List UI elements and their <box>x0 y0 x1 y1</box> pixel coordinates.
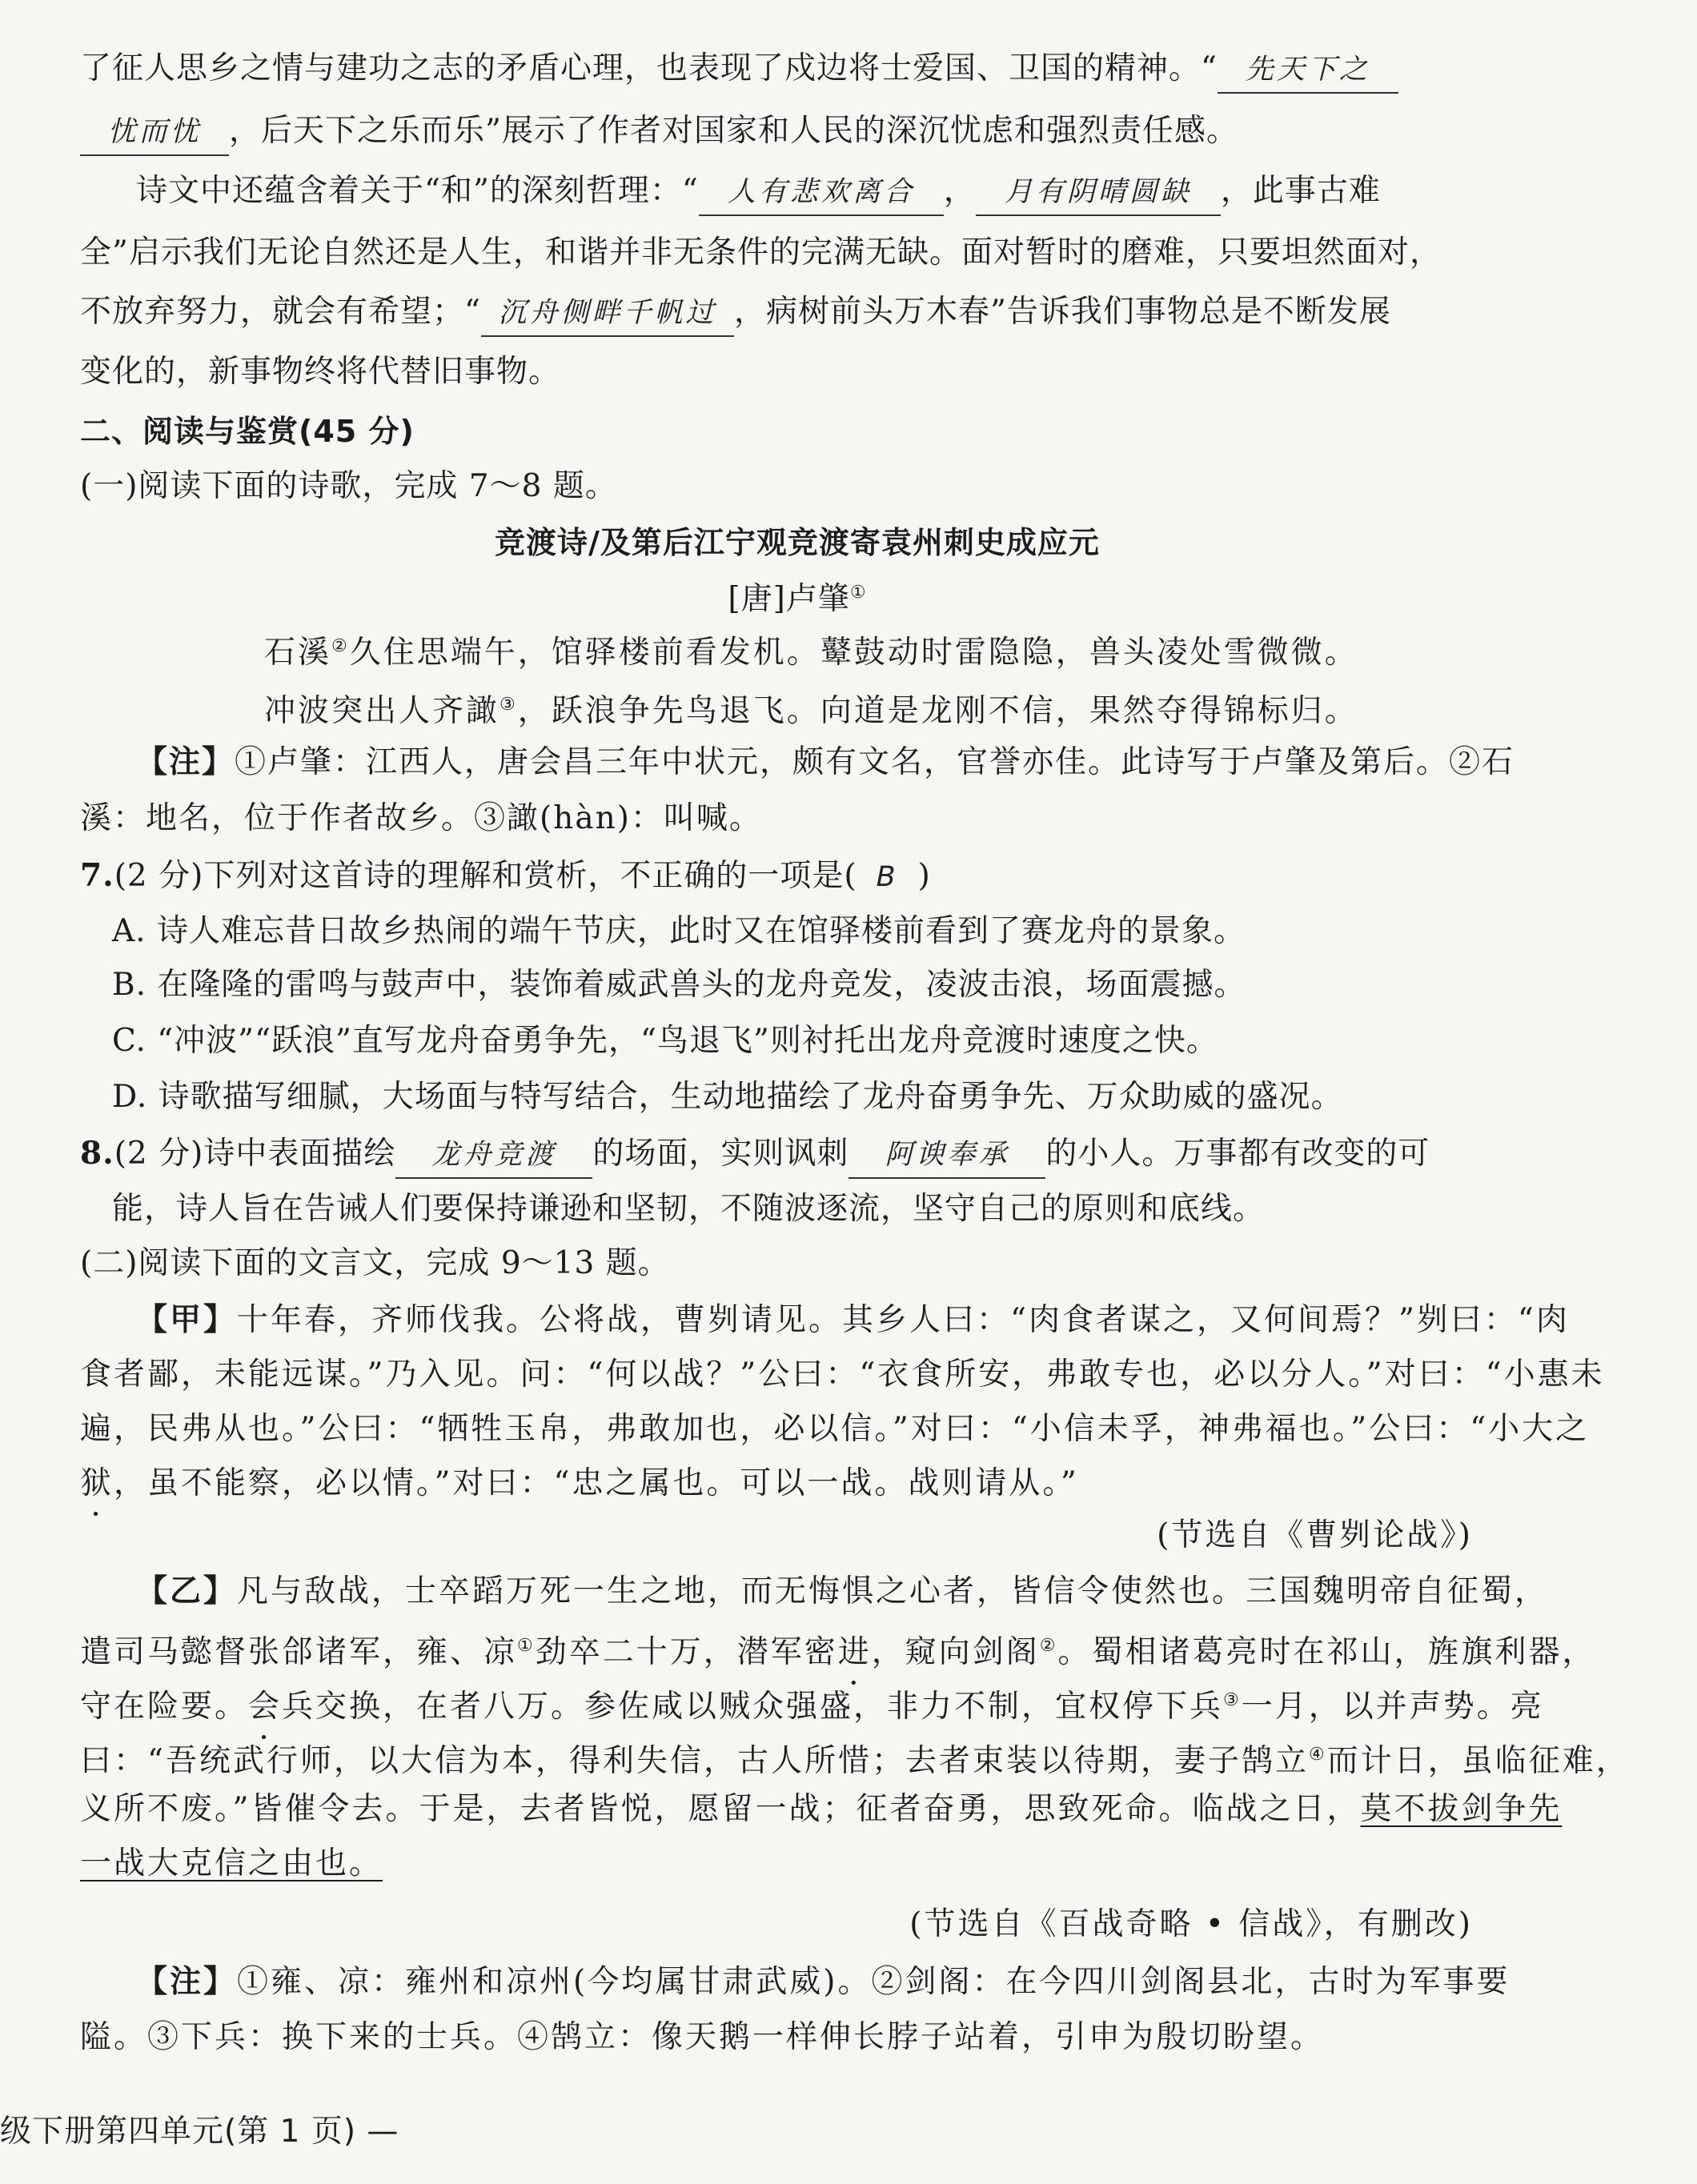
text-yi-line-2: 遣司马懿督张郃诸军，雍、凉①劲卒二十万，潜军密进，窥向剑阁②。蜀相诸葛亮时在祁山，旌旗利器， <box>80 1634 1596 1670</box>
question-8: 8.(2 分)诗中表面描绘 龙舟竞渡 的场面，实则讽刺 阿谀奉承 的小人。万事都有改变的可 <box>80 1131 1513 1179</box>
underlined-sentence: 莫不拔剑争先 <box>1360 1791 1563 1827</box>
intro-line-4: 全”启示我们无论自然还是人生，和谐并非无条件的完满无缺。面对暂时的磨难，只要坦然面对， <box>80 234 1442 270</box>
emphasis-dot: 狱 <box>80 1465 114 1501</box>
emphasis-dot: 会 <box>248 1689 283 1725</box>
text-yi-line-6 <box>80 1841 1513 1886</box>
subsection-heading-2: (二)阅读下面的文言文，完成 9～13 题。 <box>80 1245 670 1281</box>
poem-line-1: 石溪②久住思端午，馆驿楼前看发机。鼙鼓动时雷隐隐，兽头凌处雪微微。 <box>264 635 1358 671</box>
answer-blank: 人有悲欢离合 <box>699 170 944 216</box>
text-jia-line-3: 遍，民弗从也。”公曰：“牺牲玉帛，弗敢加也，必以信。”对曰：“小信未孚，神弗福也。”公曰：“小大之 <box>80 1411 1590 1447</box>
source-jia: (节选自《曹刿论战》) <box>1157 1517 1473 1553</box>
intro-line-2: 忧而忧 ，后天下之乐而乐”展示了作者对国家和人民的深沉忧虑和强烈责任感。 <box>80 109 1513 156</box>
poem-note-1: 【注】①卢肇：江西人，唐会昌三年中状元，颇有文名，官誉亦佳。此诗写于卢肇及第后。②石 <box>136 743 1515 780</box>
intro-line-1: 了征人思乡之情与建功之志的矛盾心理，也表现了戍边将士爱国、卫国的精神。“ 先天下之 <box>80 46 1513 94</box>
option-a: A. 诗人难忘昔日故乡热闹的端午节庆，此时又在馆驿楼前看到了赛龙舟的景象。 <box>112 913 1246 949</box>
subsection-heading: (一)阅读下面的诗歌，完成 7～8 题。 <box>80 468 617 504</box>
text-yi-line-4: 曰：“吾统武行师，以大信为本，得利失信，古人所惜；去者束装以待期，妻子鹄立④而计日，虽临征难， <box>80 1743 1630 1779</box>
answer-blank: 阿谀奉承 <box>848 1132 1045 1179</box>
answer-blank: 忧而忧 <box>80 110 229 156</box>
answer-blank: 龙舟竞渡 <box>395 1132 592 1179</box>
poem-title: 竞渡诗/及第后江宁观竞渡寄袁州刺史成应元 <box>495 525 1100 560</box>
text-jia-line-1: 【甲】十年春，齐师伐我。公将战，曹刿请见。其乡人曰：“肉食者谋之，又何间焉？”刿曰：“肉 <box>136 1301 1570 1338</box>
section-heading: 二、阅读与鉴赏(45 分) <box>80 414 415 449</box>
poem-author: [唐]卢肇① <box>728 581 867 617</box>
text-jia-line-2: 食者鄙，未能远谋。”乃入见。问：“何以战？”公曰：“衣食所安，弗敢专也，必以分人。”对曰：“小惠未 <box>80 1356 1605 1393</box>
underlined-sentence: 一战大克信之由也。 <box>80 1845 383 1881</box>
text-note-2: 隘。③下兵：换下来的士兵。④鹄立：像天鹅一样伸长脖子站着，引申为殷切盼望。 <box>80 2019 1325 2055</box>
option-b: B. 在隆隆的雷鸣与鼓声中，装饰着威武兽头的龙舟竞发，凌波击浪，场面震撼。 <box>112 967 1246 1003</box>
intro-line-3: 诗文中还蕴含着关于“和”的深刻哲理：“ 人有悲欢离合 ， 月有阴晴圆缺 ，此事古难 <box>136 169 1569 216</box>
poem-line-2: 冲波突出人齐譀③，跃浪争先鸟退飞。向道是龙刚不信，果然夺得锦标归。 <box>264 693 1358 729</box>
answer-blank: 先天下之 <box>1218 47 1398 94</box>
text-yi-line-5: 义所不废。”皆催令去。于是，去者皆悦，愿留一战；征者奋勇，思致死命。临战之日，莫不拔剑争先 <box>80 1791 1563 1827</box>
option-c: C. “冲波”“跃浪”直写龙舟奋勇争先，“鸟退飞”则衬托出龙舟竞渡时速度之快。 <box>112 1023 1218 1059</box>
text-yi-line-3: 守在险要。会兵交换，在者八万。参佐咸以贼众强盛，非力不制，宜权停下兵③一月，以并声势。亮 <box>80 1689 1544 1725</box>
poem-note-2: 溪：地名，位于作者故乡。③譀(hàn)：叫喊。 <box>80 800 762 836</box>
answer-choice: B <box>876 861 899 893</box>
question-7: 7.(2 分)下列对这首诗的理解和赏析，不正确的一项是( B ) <box>80 853 1513 900</box>
page-footer: 级下册第四单元(第 1 页) — <box>0 2114 399 2150</box>
text-note-1: 【注】①雍、凉：雍州和凉州(今均属甘肃武威)。②剑阁：在今四川剑阁县北，古时为军事要 <box>136 1963 1510 2000</box>
text-jia-line-4: 狱，虽不能察，必以情。”对曰：“忠之属也。可以一战。战则请从。” <box>80 1465 1079 1501</box>
question-8-line-2: 能，诗人旨在告诫人们要保持谦逊和坚韧，不随波逐流，坚守自己的原则和底线。 <box>112 1191 1266 1227</box>
intro-line-5: 不放弃努力，就会有希望；“ 沉舟侧畔千帆过 ，病树前头万木春”告诉我们事物总是不断发展 <box>80 290 1513 337</box>
answer-blank: 沉舟侧畔千帆过 <box>481 291 734 337</box>
emphasis-dot: 进 <box>837 1634 872 1670</box>
intro-line-6: 变化的，新事物终将代替旧事物。 <box>80 354 561 390</box>
answer-blank: 月有阴晴圆缺 <box>976 170 1221 216</box>
text-yi-line-1: 【乙】凡与敌战，士卒蹈万死一生之地，而无悔惧之心者，皆信令使然也。三国魏明帝自征蜀， <box>136 1573 1549 1609</box>
option-d: D. 诗歌描写细腻，大场面与特写结合，生动地描绘了龙舟奋勇争先、万众助威的盛况。 <box>112 1079 1343 1115</box>
source-yi: (节选自《百战奇略 • 信战》，有删改) <box>909 1906 1473 1942</box>
